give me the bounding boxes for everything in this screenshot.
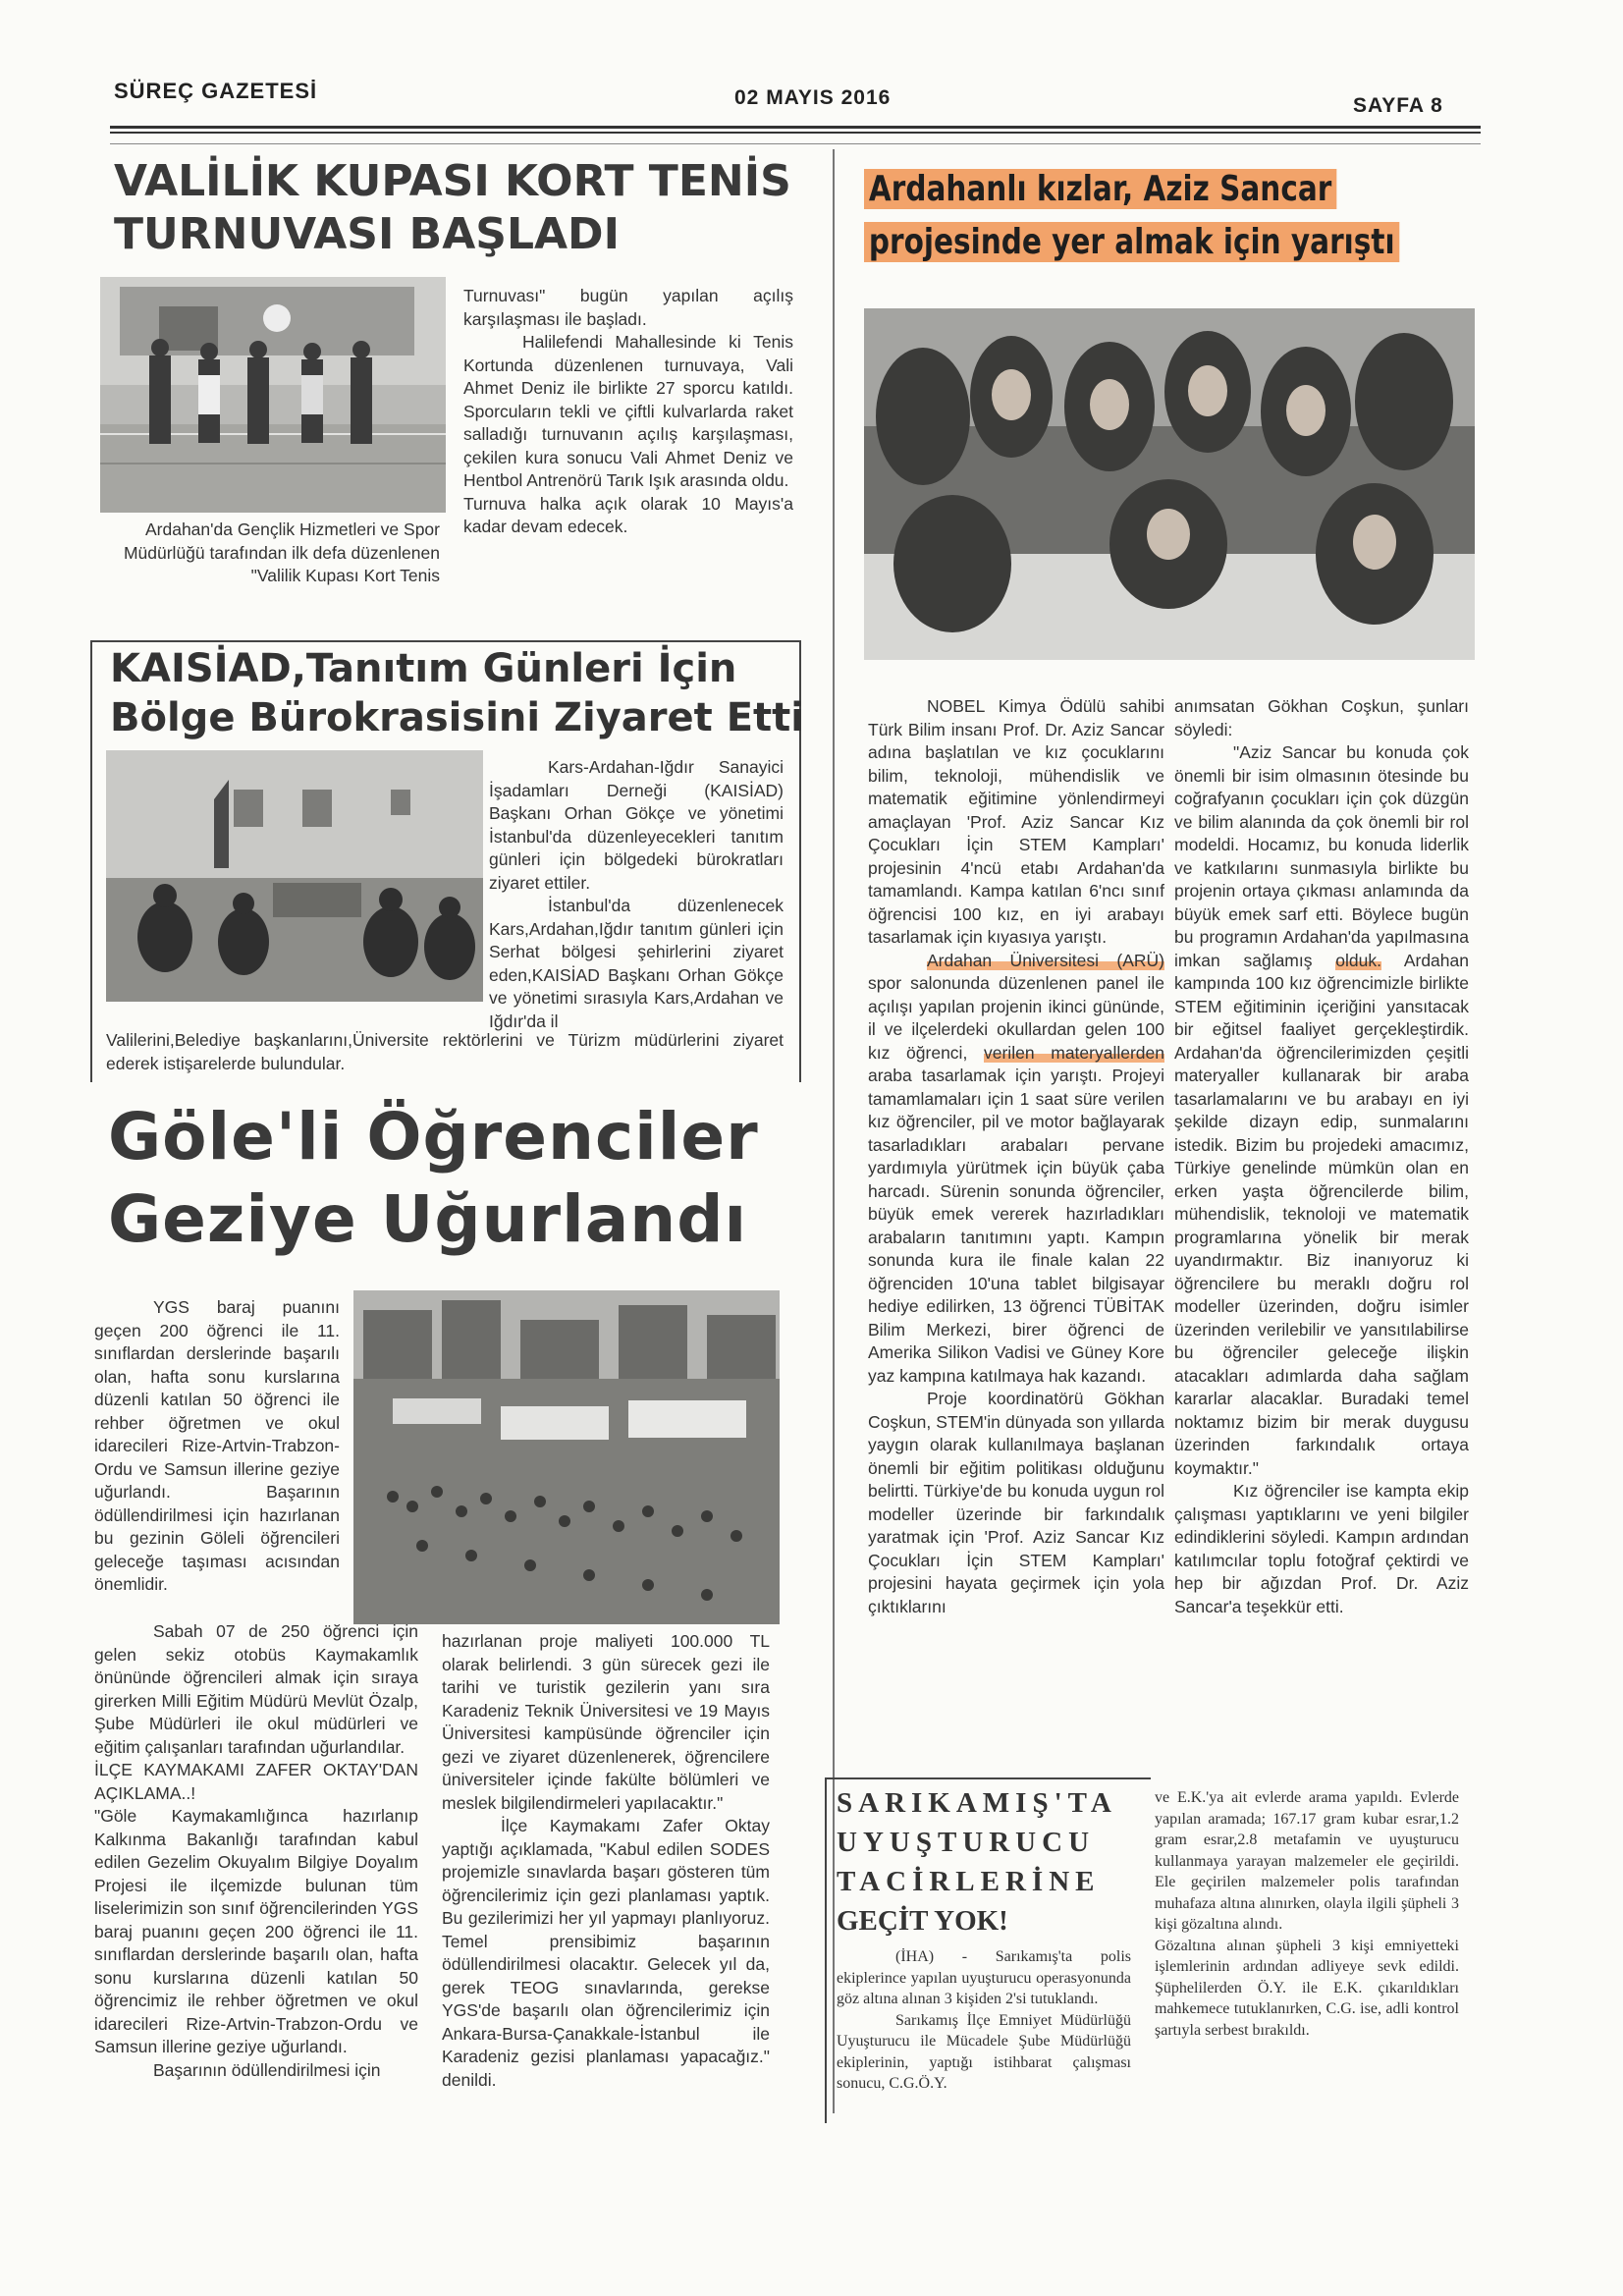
gole-headline-line1: Göle'li Öğrenciler: [108, 1099, 759, 1175]
tennis-headline-line1: VALİLİK KUPASI KORT TENİS: [114, 156, 791, 206]
sarikamis-col2-paragraph-2: Gözaltına alınan şüpheli 3 kişi emniyetteki işlemlerinin ardından adliyeye sevk edildi. Şüphelilerden Ö.Y. ile E.K. çıkarıldıkları mahkemece tutuklanırken, C.G. ise, adli kontrol şartıyla serbest bırakıldı.: [1155, 1937, 1459, 2039]
sancar-col2-paragraph-1: anımsatan Gökhan Coşkun, şunları söyledi:: [1174, 696, 1469, 739]
sancar-col1-paragraph-2-d: araba tasarlamak için yarıştı. Projeyi tamamlamaları için 1 saat süre verilen kız öğrenciler, pil ve motor bağlayarak tasarladıkları arabaları pervane yardımıyla yürütmek için büyük çaba harcadı. Sürenin sonunda öğrenciler, büyük emek vererek hazırladıkları arabaların tanıtımını yaptı. Kampın sonunda kura ile finale kalan 22 öğrenciden 10'una tablet bilgisayar hediye edilirken, 13 öğrenci TÜBİTAK Bilim Merkezi, birer öğrenci de Amerika Silikon Vadisi ve Güney Kore yaz kampına katılmaya hak kazandı.: [868, 1066, 1164, 1386]
tennis-photo: [100, 277, 446, 513]
kaisiad-headline-line2: Bölge Bürokrasisini Ziyaret Etti: [110, 695, 804, 740]
sancar-headline-line1: [864, 169, 1440, 209]
sarikamis-column-1: [837, 1946, 1131, 2095]
sarikamis-col1-paragraph-1: (İHA) - Sarıkamış'ta polis ekiplerince yapılan uyuşturucu operasyonunda göz altına alınan 3 kişiden 2'si tutuklandı.: [837, 1948, 1131, 2007]
tennis-headline-line2: TURNUVASI BAŞLADI: [114, 209, 620, 259]
sancar-col2-paragraph-3: Kız öğrenciler ise kampta ekip çalışması yaptıklarını ve yeni bilgiler edindiklerini söyledi. Kampın ardından katılımcılar toplu fotoğraf çektirdi ve hep bir ağızdan Prof. Dr. Aziz Sancar'a teşekkür etti.: [1174, 1481, 1469, 1616]
tennis-paragraph-2: Halilefendi Mahallesinde ki Tenis Kortunda düzenlenen turnuvaya, Vali Ahmet Deniz ile birlikte 27 sporcu katıldı. Sporcuların tekli ve çiftli kulvarlarda raket salladığı turnuvanın açılış karşılaşması, çekilen kura sonucu Vali Ahmet Deniz ve Hentbol Antrenörü Tarık Işık arasında oldu.: [463, 332, 793, 490]
sancar-col2-paragraph-2-c: Ardahan kampında 100 kız öğrencimizle birlikte STEM eğitiminin içeriğini yansıtacak bir eğitsel faaliyet gerçekleştirdik. Ardahan'da öğrencilerimizden çeşitli materyaller kullanarak bir araba tasarlamalarını ve bu arabayı en iyi şekilde dizayn edip, sunmalarını istedik. Bizim bu projedeki amacımız, Türkiye genelinde mümkün olan en erken yaşta öğrencilerde bilim, mühendislik, teknoloji ve matematik programlarına yönelik bir merak uyandırmaktır. Biz inanıyoruz ki öğrencilere bu meraklı doğru rol modeller üzerinden, doğru isimler üzerinden verilebilir ve yansıtılabilirse bu öğrenciler geleceğe ilişkin atacakları adımlarda daha sağlam kararlar alacaklar. Buradaki temel noktamız bizim bir merak duygusu üzerinden farkındalık ortaya koymaktır.": [1174, 950, 1469, 1478]
sancar-col1-paragraph-1: NOBEL Kimya Ödülü sahibi Türk Bilim insanı Prof. Dr. Aziz Sancar adına başlatılan ve kız çocuklarını bilim, teknoloji, mühendislik ve matematik eğitimine yönlendirmeyi amaçlayan 'Prof. Aziz Sancar Kız Çocukları İçin STEM Kampları' projesinin 4'ncü etabı Ardahan'da tamamlandı. Kampa katılan 6'ncı sınıf öğrencisi 100 kız, en iyi arabayı tasarlamak için kıyasıya yarıştı.: [868, 696, 1164, 947]
gole-col2-paragraph-2: İlçe Kaymakamı Zafer Oktay yaptığı açıklamada, "Kabul edilen SODES projemizle sınavlarda başarı gösteren tüm öğrencilerimiz için gezi planlaması yaptık. Bu gezilerimizi her yıl yapmayı planlıyoruz. Temel prensibimiz başarının ödüllendirilmesi olacaktır. Gelecek yıl da, gerek TEOG sınavlarında, gerekse YGS'de başarılı olan öğrencilerimiz için Ankara-Bursa-Çanakkale-İstanbul ile Karadeniz gezisi planlaması yapacağız." denildi.: [442, 1816, 770, 2090]
sarikamis-column-2: [1155, 1787, 1459, 2041]
sancar-col2-paragraph-2-a: "Aziz Sancar bu konuda çok önemli bir isim olmasının ötesinde bu coğrafyanın çocukları için çok düzgün ve bilim alanında da çok önemli bir rol modeldi. Hocamız, bu konuda liderlik ve katkılarını sunmasıyla birlikte bu projenin ortaya çıkması anlamında da büyük emek sarf etti. Böylece bugün bu programın Ardahan'da yapılmasına imkan sağlamış: [1174, 742, 1469, 970]
tennis-paragraph-1: Turnuvası" bugün yapılan açılış karşılaşması ile başladı.: [463, 286, 793, 329]
gole-headline-line2: Geziye Uğurlandı: [108, 1181, 748, 1257]
tennis-paragraph-3: Turnuva halka açık olarak 10 Mayıs'a kadar devam edecek.: [463, 493, 793, 536]
kaisiad-headline-line1: KAISİAD,Tanıtım Günleri İçin: [110, 646, 737, 691]
sarikamis-headline-line2: UYUŞTURUCU: [837, 1827, 1096, 1858]
header-rule-top: [110, 126, 1481, 129]
gole-col1-paragraph-3: İLÇE KAYMAKAMI ZAFER OKTAY'DAN AÇIKLAMA..!: [94, 1760, 418, 1803]
gole-column-1: [94, 1296, 340, 1597]
gole-col2-paragraph-1: hazırlanan proje maliyeti 100.000 TL olarak belirlendi. 3 gün sürecek gezi ile tarihi ve turistik gezilerin yanı sıra Karadeniz Teknik Üniversitesi ve 19 Mayıs Üniversitesi kampüsünde öğrenciler için gezi ve ziyaret düzenlenerek, öğrencilere üniversiteler içinde fakülte bölümleri ve meslek bilgilendirmeleri yapılacaktır.": [442, 1631, 770, 1813]
sancar-headline-line2: [864, 222, 1517, 262]
sancar-col1-paragraph-2: [868, 950, 1164, 1389]
kaisiad-paragraph-1: Kars-Ardahan-Iğdır Sanayici İşadamları Derneği (KAISİAD) Başkanı Orhan Gökçe ve yönetimi İstanbul'da düzenleyecekleri tanıtım günleri için bölgedeki bürokratları ziyaret ettiler.: [489, 757, 784, 893]
sancar-column-1: [868, 695, 1164, 1618]
sancar-olduk-highlight: olduk.: [1335, 950, 1381, 970]
sancar-column-2: [1174, 695, 1469, 1618]
page-number: SAYFA 8: [1353, 94, 1443, 117]
kaisiad-paragraph-3: Valilerini,Belediye başkanlarını,Üniversite rektörlerini ve Türizm müdürlerini ziyaret ederek istişarelerde bulundular.: [106, 1030, 784, 1073]
sarikamis-headline-line3: TACİRLERİNE: [837, 1866, 1101, 1897]
sancar-materials-highlight: verilen materyallerden: [984, 1042, 1164, 1063]
tennis-body: [463, 285, 793, 539]
kaisiad-body: [489, 756, 784, 1033]
sancar-headline-text1: Ardahanlı kızlar, Aziz Sancar: [864, 169, 1336, 209]
sancar-col2-paragraph-2: [1174, 741, 1469, 1480]
sarikamis-col2-paragraph-1: ve E.K.'ya ait evlerde arama yapıldı. Evlerde yapılan aramada; 167.17 gram kubar esrar,1.2 gram esrar,2.8 metafamin ve uyuşturucu kullanmaya yarayan malzemeler ele geçirildi. Ele geçirilen malzemeler polis tarafından muhafaza altına alınırken, olayla ilgili şüpheli 3 kişi gözaltına alındı.: [1155, 1789, 1459, 1933]
sancar-photo: [864, 308, 1475, 660]
kaisiad-paragraph-2: İstanbul'da düzenlenecek Kars,Ardahan,Iğdır tanıtım günleri için Serhat bölgesi şehirlerini ziyaret eden,KAISİAD Başkanı Orhan Gökçe ve yönetimi sırasıyla Kars,Ardahan ve Iğdır'da il: [489, 896, 784, 1031]
header-rule-bottom: [110, 132, 1481, 134]
gole-col1-paragraph-5: Başarının ödüllendirilmesi için: [153, 2059, 381, 2080]
tennis-photo-caption: Ardahan'da Gençlik Hizmetleri ve Spor Müdürlüğü tarafından ilk defa düzenlenen "Valilik Kupası Kort Tenis: [123, 519, 440, 585]
gole-column-1-lower: [94, 1620, 418, 2082]
sarikamis-col1-paragraph-2: Sarıkamış İlçe Emniyet Müdürlüğü Uyuşturucu ile Mücadele Şube Müdürlüğü ekiplerinin, yaptığı istihbarat çalışması sonucu, C.G.Ö.Y.: [837, 2011, 1131, 2092]
gole-col1-paragraph-1: YGS baraj puanını geçen 200 öğrenci ile 11. sınıflardan derslerinde başarılı olan, hafta sonu kurslarına düzenli katılan 50 öğrenci ile rehber öğretmen ve okul idarecileri Rize-Artvin-Trabzon-Ordu ve Samsun illerine geziye uğurlandı. Başarının ödüllendirilmesi için hazırlanan bu gezinin Göleli öğrencileri geleceğe taşıması acısından önemlidir.: [94, 1297, 340, 1594]
sancar-col1-paragraph-2-b: spor salonunda düzenlenen panel ile açılışı yapılan projenin ikinci gününde, il ve ilçelerdeki okullardan gelen 100 kız öğrenci,: [868, 973, 1164, 1063]
gole-photo: [353, 1290, 780, 1624]
sancar-col1-paragraph-3: Proje koordinatörü Gökhan Coşkun, STEM'in dünyada son yıllarda yaygın olarak kullanılmaya başlanan önemli bir eğitim politikası olduğunu belirtti. Türkiye'de bu konuda uygun rol modeller üzerinde bir farkındalık yaratmak için 'Prof. Aziz Sancar Kız Çocukları İçin STEM Kampları' projesini hayata geçirmek için yola çıktıklarını: [868, 1389, 1164, 1616]
sarikamis-headline: [837, 1783, 1117, 1941]
sarikamis-headline-line1: SARIKAMIŞ'TA: [837, 1787, 1117, 1819]
sancar-aru-highlight: Ardahan Üniversitesi (ARÜ): [927, 950, 1164, 970]
header-rule-thin: [110, 143, 1481, 144]
gole-col1-paragraph-4: "Göle Kaymakamlığınca hazırlanıp Kalkınma Bakanlığı tarafından kabul edilen Gezelim Okuyalım Bilgiye Doyalım Projesi ile ilçemizde bulunan tüm liselerimizin son sınıf öğrencilerinden YGS baraj puanını geçen 200 öğrenci ile 11. sınıflardan derslerinde başarılı olan, hafta sonu kurslarına düzenli katılan 50 öğrencimiz ile rehber öğretmen ve okul idarecileri Rize-Artvin-Trabzon-Ordu ve Samsun illerine geziye uğurlandı.: [94, 1806, 418, 2056]
kaisiad-photo: [106, 750, 483, 1002]
gole-col1-paragraph-2: Sabah 07 de 250 öğrenci için gelen sekiz otobüs Kaymakamlık önününde öğrencileri almak için sıraya girerken Milli Eğitim Müdürü Mevlüt Özalp, Şube Müdürleri ile okul müdürleri ve eğitim çalışanları tarafından uğurlandılar.: [94, 1621, 418, 1757]
gole-column-2: [442, 1630, 770, 2092]
sancar-headline-text2: projesinde yer almak için yarıştı: [864, 222, 1399, 262]
paper-name: SÜREÇ GAZETESİ: [114, 79, 318, 103]
issue-date: 02 MAYIS 2016: [734, 86, 892, 109]
sarikamis-headline-line4: GEÇİT YOK!: [837, 1905, 1008, 1937]
